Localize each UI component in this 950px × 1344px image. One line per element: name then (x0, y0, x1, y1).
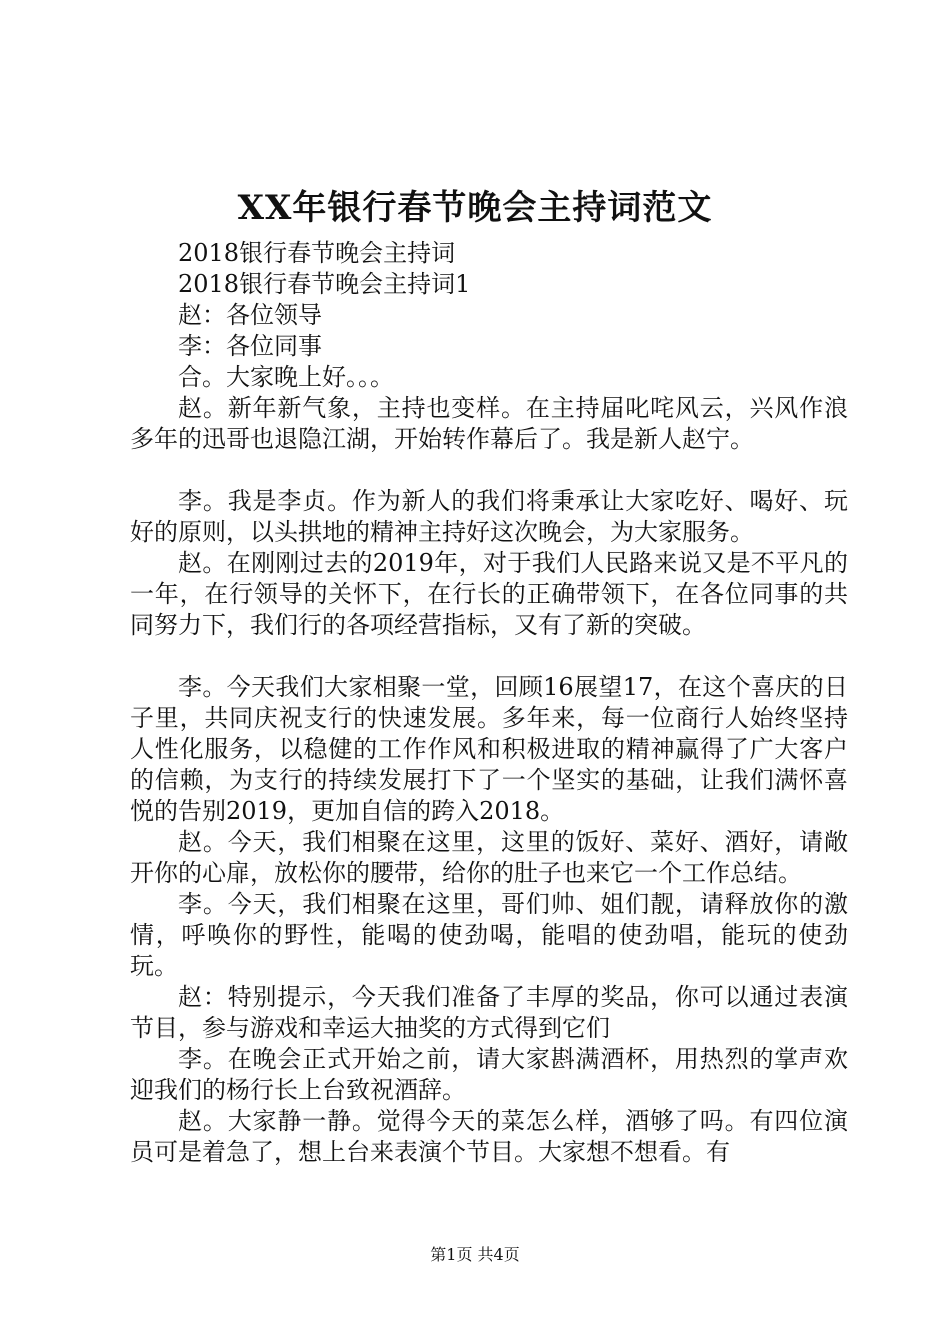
paragraph: 赵。大家静一静。觉得今天的菜怎么样，酒够了吗。有四位演员可是着急了，想上台来表演个节目。大家想不想看。有 (130, 1107, 848, 1166)
document-title: XX年银行春节晚会主持词范文 (237, 188, 713, 228)
paragraph: 赵。在刚刚过去的2019年，对于我们人民路来说又是不平凡的一年，在行领导的关怀下，在行长的正确带领下，在各位同事的共同努力下，我们行的各项经营指标，又有了新的突破。 (130, 549, 848, 639)
paragraph: 李。今天，我们相聚在这里，哥们帅、姐们靓，请释放你的激情，呼唤你的野性，能喝的使劲喝，能唱的使劲唱，能玩的使劲玩。 (130, 890, 848, 980)
paragraph: 2018银行春节晚会主持词1 (178, 270, 471, 298)
paragraph: 赵。今天，我们相聚在这里，这里的饭好、菜好、酒好，请敞开你的心扉，放松你的腰带，给你的肚子也来它一个工作总结。 (130, 828, 848, 887)
page-footer: 第1页 共4页 (430, 1245, 520, 1264)
paragraph: 2018银行春节晚会主持词 (178, 239, 456, 267)
paragraph: 李。在晚会正式开始之前，请大家斟满酒杯，用热烈的掌声欢迎我们的杨行长上台致祝酒辞。 (130, 1045, 848, 1104)
paragraph: 李：各位同事 (178, 332, 322, 360)
paragraph: 李。我是李贞。作为新人的我们将秉承让大家吃好、喝好、玩好的原则，以头拱地的精神主持好这次晚会，为大家服务。 (130, 487, 848, 546)
paragraph: 合。大家晚上好。。。 (178, 363, 394, 391)
paragraph: 赵：特别提示，今天我们准备了丰厚的奖品，你可以通过表演节目，参与游戏和幸运大抽奖的方式得到它们 (130, 983, 848, 1042)
paragraph: 赵：各位领导 (178, 301, 322, 329)
document-body (130, 238, 848, 1168)
paragraph: 赵。新年新气象，主持也变样。在主持届叱咤风云，兴风作浪多年的迅哥也退隐江湖，开始转作幕后了。我是新人赵宁。 (130, 394, 848, 453)
paragraph: 李。今天我们大家相聚一堂，回顾16展望17，在这个喜庆的日子里，共同庆祝支行的快速发展。多年来，每一位商行人始终坚持人性化服务，以稳健的工作作风和积极进取的精神赢得了广大客户的信赖，为支行的持续发展打下了一个坚实的基础，让我们满怀喜悦的告别2019，更加自信的跨入2018。 (130, 673, 848, 825)
